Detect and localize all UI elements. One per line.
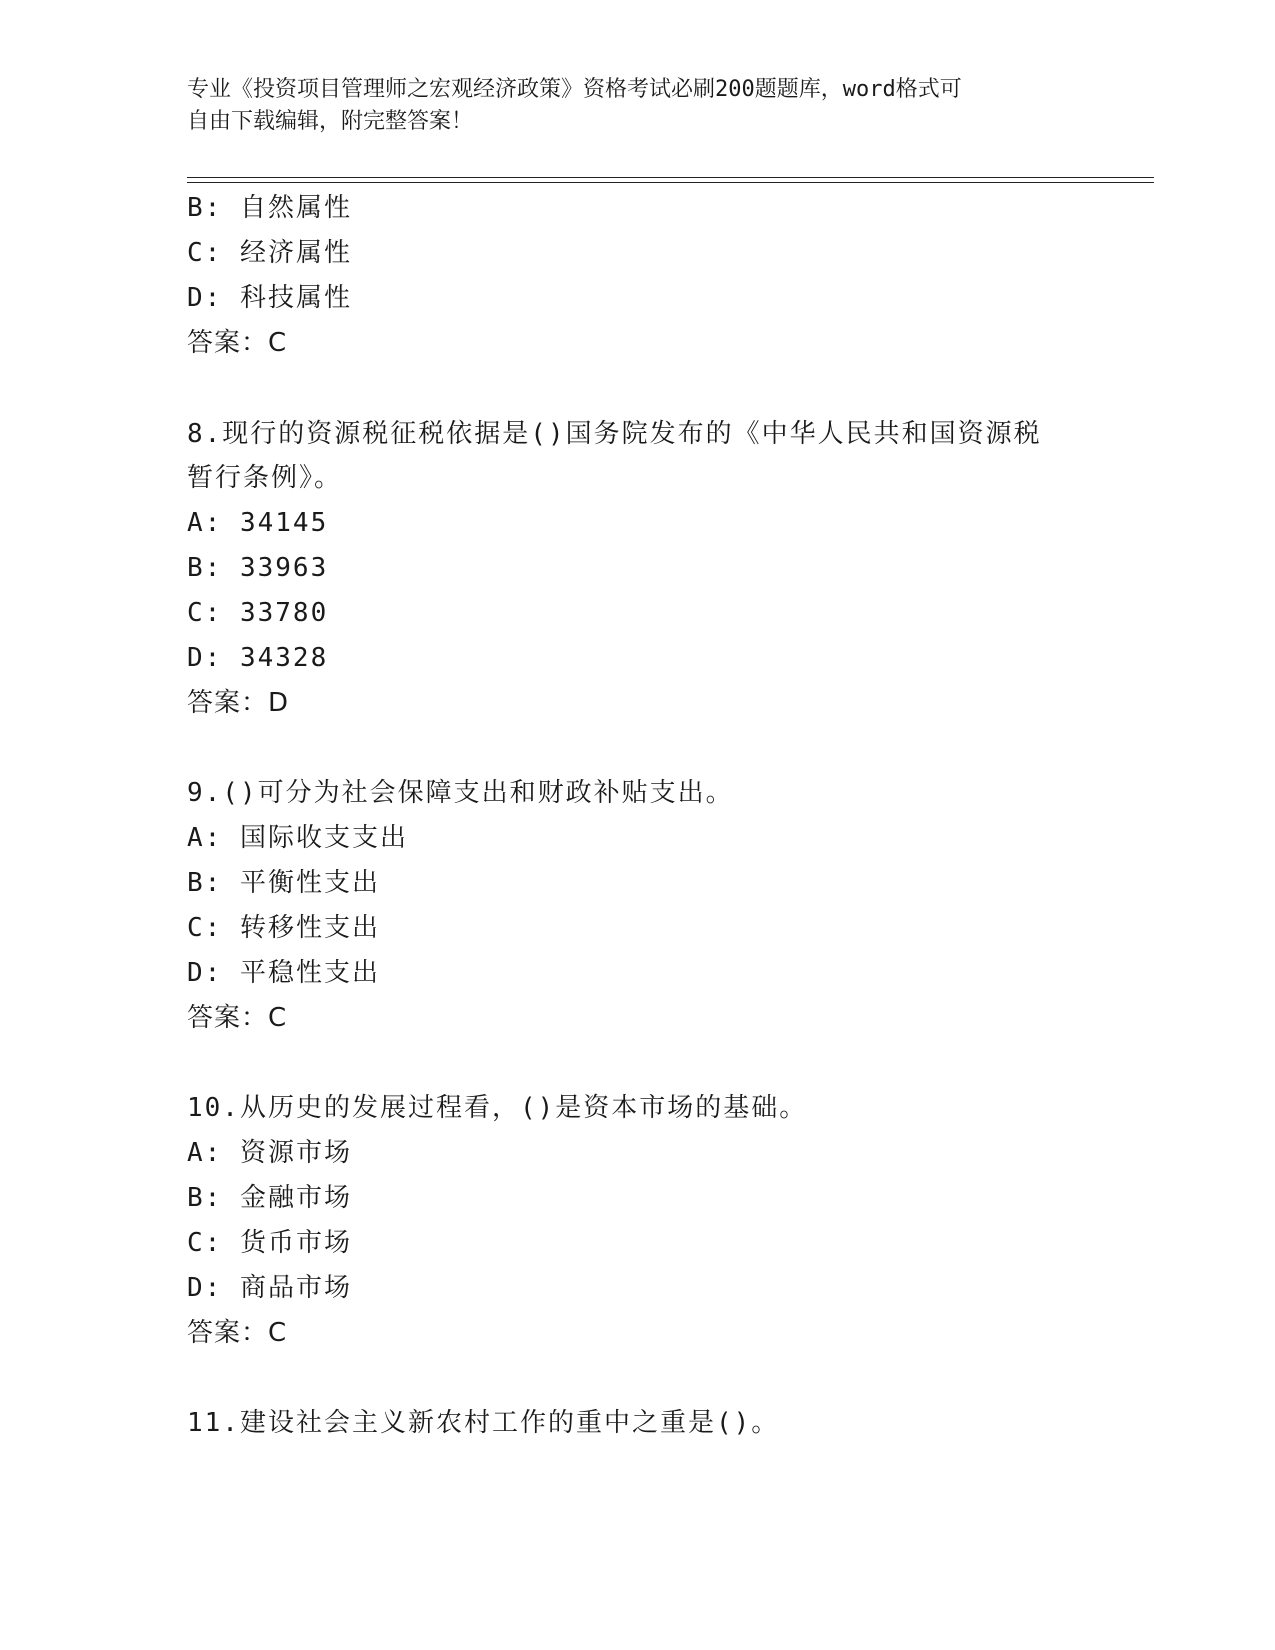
header-line-1: 专业《投资项目管理师之宏观经济政策》资格考试必刷200题题库，word格式可 [187, 77, 962, 102]
q8-answer: 答案：D [187, 688, 290, 718]
q8-option-d: D: 34328 [187, 643, 329, 673]
q10-option-a: A: 资源市场 [187, 1138, 352, 1168]
q7-option-d: D: 科技属性 [187, 283, 352, 313]
q9-option-c: C: 转移性支出 [187, 913, 380, 943]
q7-option-c: C: 经济属性 [187, 238, 352, 268]
header-divider-bottom [187, 182, 1154, 183]
q7-answer: 答案：C [187, 328, 288, 358]
q8-option-a: A: 34145 [187, 508, 329, 538]
q11-stem: 11.建设社会主义新农村工作的重中之重是()。 [187, 1408, 780, 1438]
q8-stem-line-1: 8.现行的资源税征税依据是()国务院发布的《中华人民共和国资源税 [187, 419, 1042, 449]
q9-option-d: D: 平稳性支出 [187, 958, 380, 988]
q9-stem: 9.()可分为社会保障支出和财政补贴支出。 [187, 778, 734, 808]
header-line-2: 自由下载编辑，附完整答案！ [187, 109, 474, 134]
q9-answer: 答案：C [187, 1003, 288, 1033]
q8-option-b: B: 33963 [187, 553, 329, 583]
header-divider-top [187, 177, 1154, 178]
q10-option-d: D: 商品市场 [187, 1273, 352, 1303]
q9-option-a: A: 国际收支支出 [187, 823, 408, 853]
q8-option-c: C: 33780 [187, 598, 329, 628]
q10-option-c: C: 货币市场 [187, 1228, 352, 1258]
q8-stem-line-2: 暂行条例》。 [187, 463, 343, 493]
q10-option-b: B: 金融市场 [187, 1183, 352, 1213]
document-header [187, 74, 1067, 138]
q7-option-b: B: 自然属性 [187, 193, 352, 223]
q10-stem: 10.从历史的发展过程看，()是资本市场的基础。 [187, 1093, 808, 1123]
q10-answer: 答案：C [187, 1318, 288, 1348]
q9-option-b: B: 平衡性支出 [187, 868, 380, 898]
